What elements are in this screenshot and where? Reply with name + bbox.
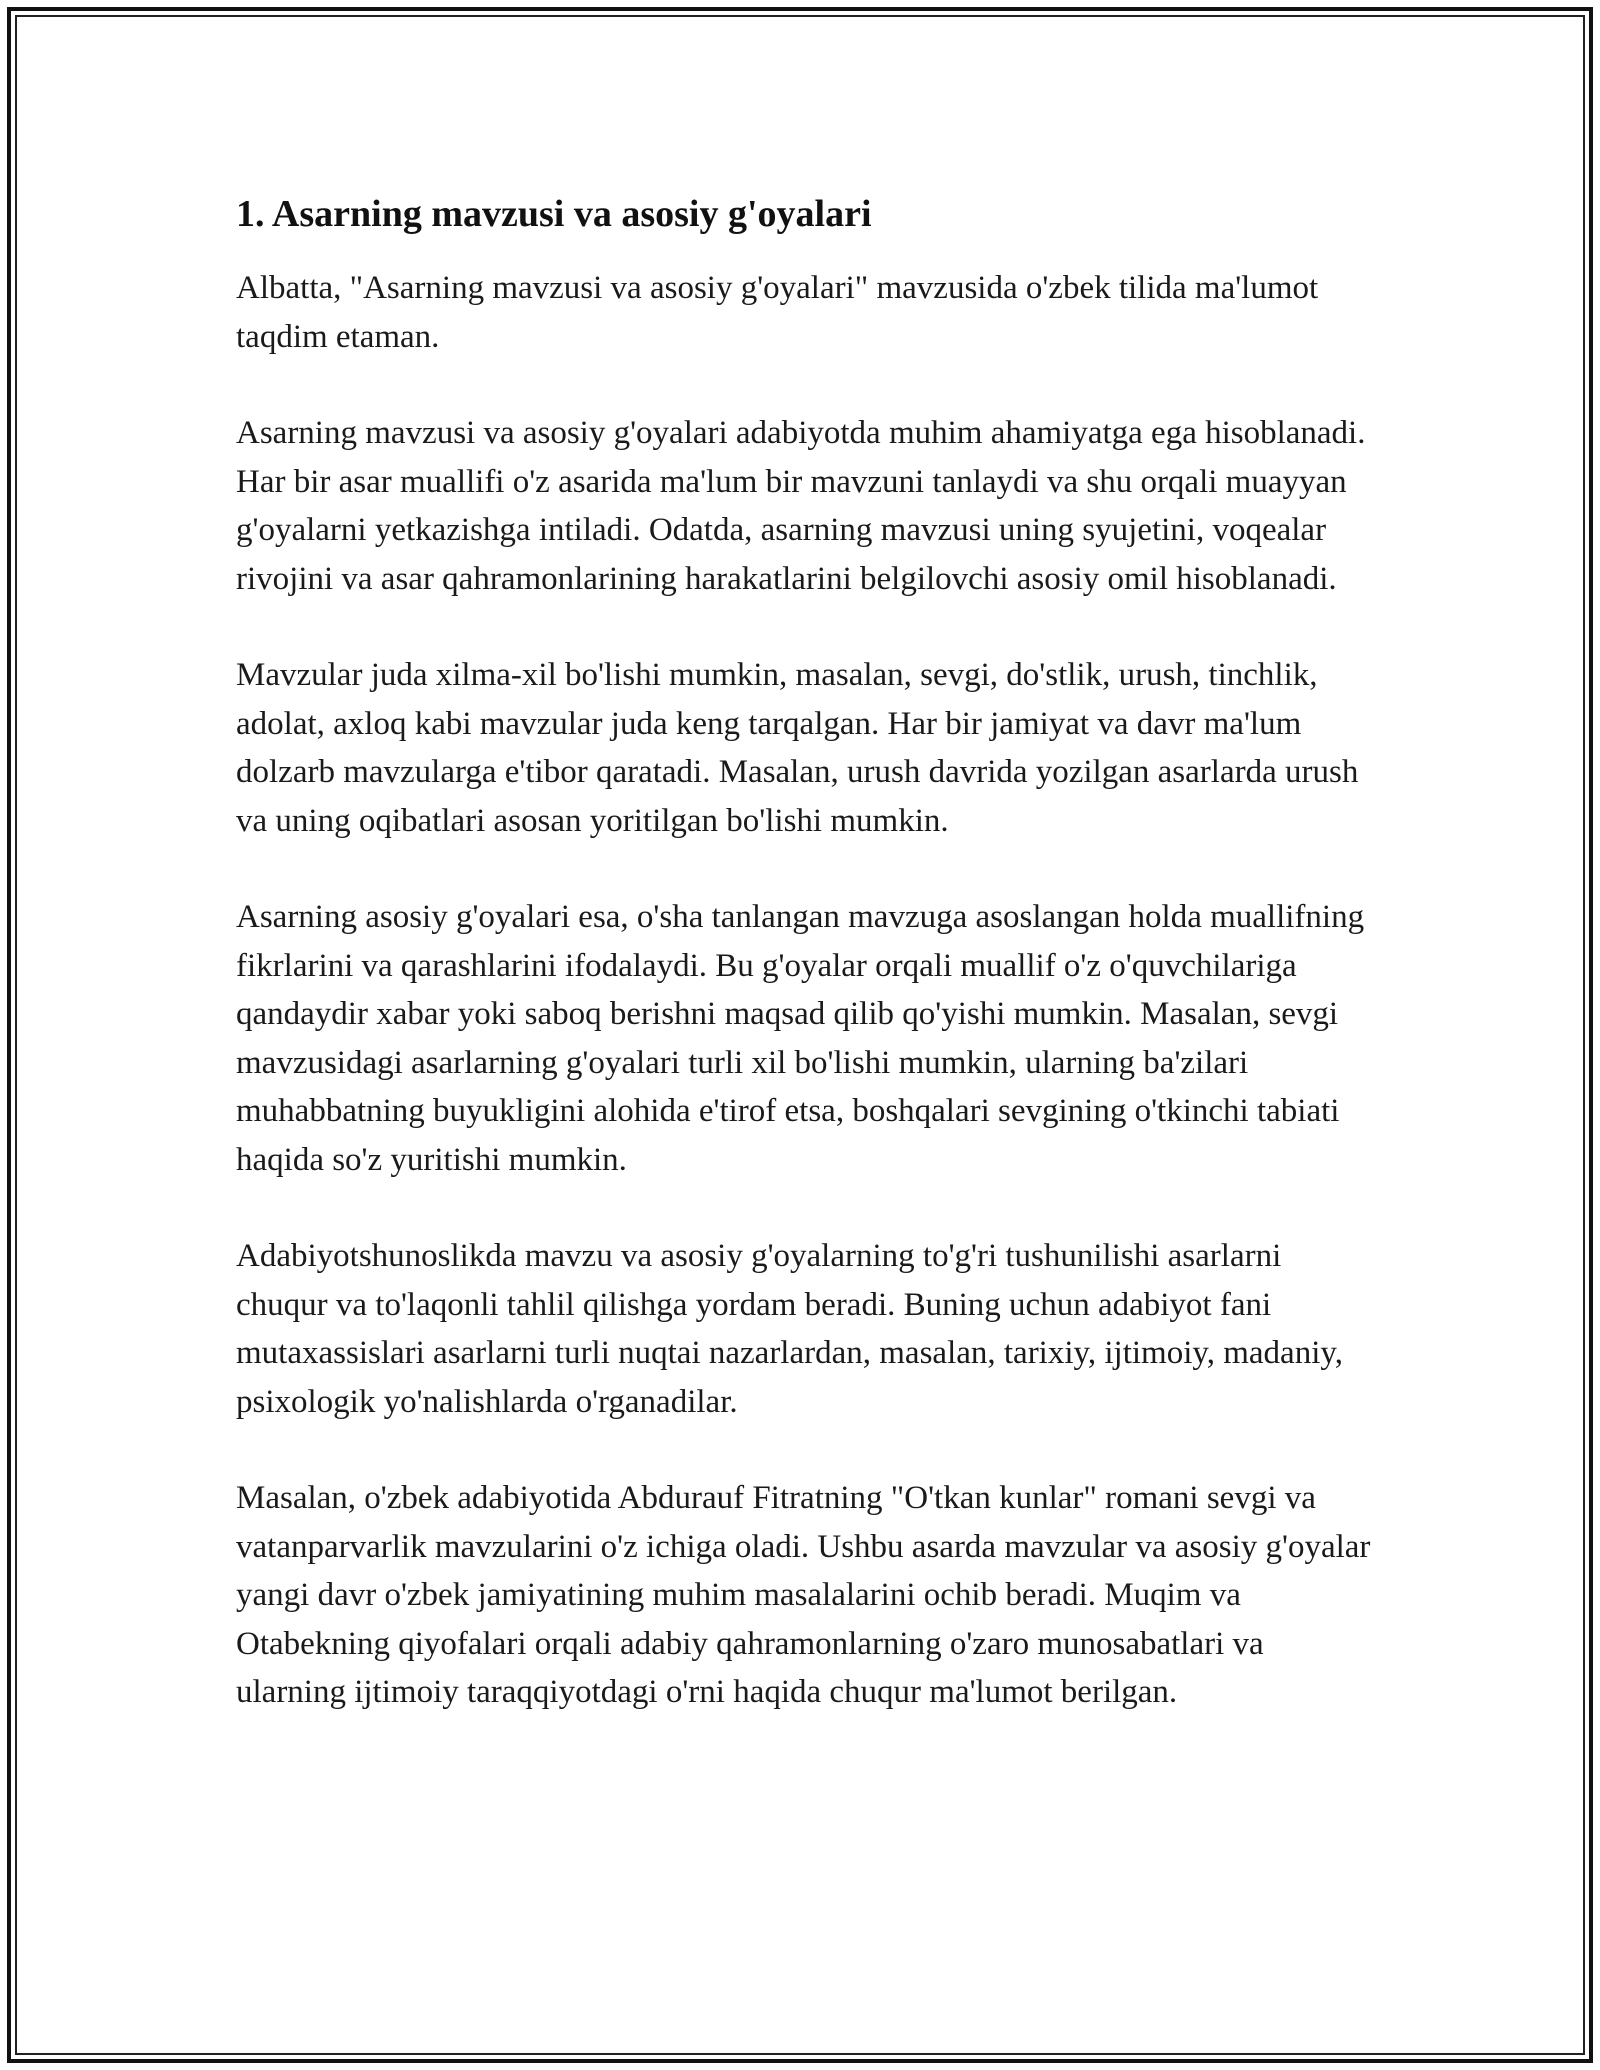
paragraph-example: Masalan, o'zbek adabiyotida Abdurauf Fitratning "O'tkan kunlar" romani sevgi va vatanparvarlik mavzularini o'z ichiga oladi. Ushbu asarda mavzular va asosiy g'oyalar yangi davr o'zbek jamiyatining muhim masalalarini ochib beradi. Muqim va Otabekning qiyofalari orqali adabiy qahramonlarning o'zaro munosabatlari va ularning ijtimoiy taraqqiyotdagi o'rni haqida chuqur ma'lumot berilgan. (236, 1480, 1371, 1710)
paragraph-literary-studies: Adabiyotshunoslikda mavzu va asosiy g'oyalarning to'g'ri tushunilishi asarlarni chuqur va to'laqonli tahlil qilishga yordam beradi. Buning uchun adabiyot fani mutaxassislari asarlarni turli nuqtai nazarlardan, masalan, tarixiy, ijtimoiy, madaniy, psixologik yo'nalishlarda o'rganadilar. (236, 1238, 1343, 1420)
section-heading: 1. Asarning mavzusi va asosiy g'oyalari (236, 193, 872, 235)
paragraph-theme-importance: Asarning mavzusi va asosiy g'oyalari adabiyotda muhim ahamiyatga ega hisoblanadi. Har bir asar muallifi o'z asarida ma'lum bir mavzuni tanlaydi va shu orqali muayyan g'oyalarni yetkazishga intiladi. Odatda, asarning mavzusi uning syujetini, voqealar rivojini va asar qahramonlarining harakatlarini belgilovchi asosiy omil hisoblanadi. (236, 415, 1366, 597)
paragraph-main-ideas: Asarning asosiy g'oyalari esa, o'sha tanlangan mavzuga asoslangan holda muallifning fikrlarini va qarashlarini ifodalaydi. Bu g'oyalar orqali muallif o'z o'quvchilariga qandaydir xabar yoki saboq berishni maqsad qilib qo'yishi mumkin. Masalan, sevgi mavzusidagi asarlarning g'oyalari turli xil bo'lishi mumkin, ularning ba'zilari muhabbatning buyukligini alohida e'tirof etsa, boshqalari sevgining o'tkinchi tabiati haqida so'z yuritishi mumkin. (236, 899, 1365, 1178)
paragraph-intro: Albatta, "Asarning mavzusi va asosiy g'oyalari" mavzusida o'zbek tilida ma'lumot taqdim etaman. (236, 270, 1319, 355)
document-body (236, 186, 1376, 1765)
paragraph-theme-variety: Mavzular juda xilma-xil bo'lishi mumkin, masalan, sevgi, do'stlik, urush, tinchlik, adolat, axloq kabi mavzular juda keng tarqalgan. Har bir jamiyat va davr ma'lum dolzarb mavzularga e'tibor qaratadi. Masalan, urush davrida yozilgan asarlarda urush va uning oqibatlari asosan yoritilgan bo'lishi mumkin. (236, 657, 1359, 839)
